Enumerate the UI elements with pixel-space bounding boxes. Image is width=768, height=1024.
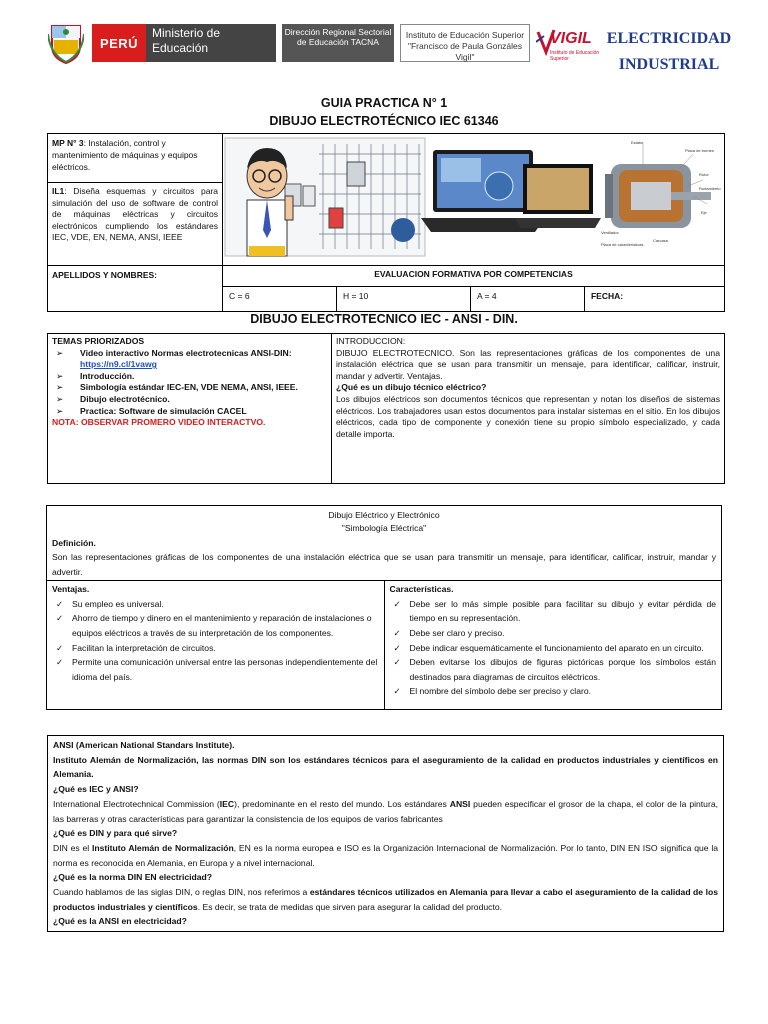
answer-text: International Electrotechnical Commission (: [53, 798, 220, 809]
illustration-cell: [223, 134, 725, 266]
ventajas-cell: [47, 581, 385, 710]
definicion-label: Definición.: [52, 538, 96, 548]
caracteristica-text: El nombre del símbolo debe ser preciso y claro.: [409, 686, 592, 697]
ventaja-text: Facilitan la interpretación de circuitos.: [72, 642, 216, 653]
arrow-bullet-icon: ➢: [56, 370, 64, 381]
score-a: A = 4: [470, 287, 584, 312]
check-icon: ✓: [393, 598, 401, 609]
din-definition: Instituto Alemán de Normalización, las normas DIN son los estándares técnicos para el aseguramiento de la calidad en productos industriales y científicos en Alemania.: [53, 754, 718, 780]
check-icon: ✓: [393, 657, 401, 668]
temas-item-introduccion: Introducción.: [80, 370, 135, 381]
arrow-bullet-icon: ➢: [56, 405, 64, 416]
mp-text: : Instalación, control y mantenimiento de máquinas y equipos eléctricos.: [52, 138, 198, 172]
answer-text: Cuando hablamos de las siglas DIN, o reglas DIN, nos referimos a: [53, 887, 310, 898]
answer-bold: estándares técnicos utilizados en Alemania para llevar a cabo el aseguramiento de la calidad de los productos industriales y científicos: [53, 887, 719, 912]
temas-item: [52, 382, 327, 394]
caracteristica-text: Deben evitarse los dibujos de figuras pictóricas porque los símbolos están destinados para diagramas de circuitos eléctricos.: [409, 657, 716, 682]
motor-label-rodamiento: Rodamiento: [699, 186, 721, 191]
temas-heading: TEMAS PRIORIZADOS: [52, 336, 145, 346]
caracteristicas-cell: [384, 581, 722, 710]
caracteristica-text: Debe ser lo más simple posible para facilitar su dibujo y evitar pérdida de tiempo en su representación.: [409, 598, 716, 624]
vigil-logo-sub: Instituto de Educación Superior: [550, 50, 600, 62]
answer-bold: IEC: [219, 798, 235, 809]
answer-text: , EN es la norma europea e ISO es la Organización Internacional de Normalización. Por lo tanto, DIN EN ISO significa que la norma es reconocida en Alemania, en Europa y a nivel internacional.: [53, 842, 719, 868]
temas-item: [52, 371, 327, 383]
definicion-text: Son las representaciones gráficas de los componentes de una instalación eléctrica que se usan para transmitir un mensaje, para identificar, calificar, instruir, mandar y advertir.: [52, 552, 716, 577]
simbologia-title: [52, 507, 716, 537]
ventaja-text: Ahorro de tiempo y dinero en el mantenimiento y reparación de instalaciones o equipos eléctricos a través de su interpretación de los componentes.: [72, 613, 372, 638]
temas-item-practica: Practica: Software de simulación CACEL: [80, 405, 247, 416]
mp-label: MP N° 3: [52, 138, 84, 148]
temas-item-video: Video interactivo Normas electrotecnicas ANSI-DIN:: [80, 347, 292, 358]
temas-item: [52, 406, 327, 418]
minedu-logo: [92, 24, 276, 62]
fecha-label: FECHA:: [584, 287, 724, 312]
il-text: : Diseña esquemas y circuitos para simulación del uso de software de control de máquinas eléctricas y circuitos electrónicos cumpliendo los estándares IEC, VDE, EN, NEMA, ANSI, IEEE: [52, 186, 218, 243]
ansi-din-box: [47, 735, 724, 932]
temas-cell: [48, 334, 332, 484]
motor-label-placa-caracteristicas: Placa de características: [601, 242, 644, 247]
check-icon: ✓: [393, 686, 401, 697]
peru-label: PERÚ: [92, 24, 146, 62]
check-icon: ✓: [393, 627, 401, 638]
answer-bold: Instituto Alemán de Normalización: [91, 842, 234, 853]
laptop-image-icon: [421, 150, 601, 232]
vigil-logo: [536, 22, 600, 64]
answer-text: ), predominante en el resto del mundo. Los estándares: [234, 798, 450, 809]
ventaja-item: [52, 611, 379, 640]
caracteristica-item: [390, 597, 717, 626]
guia-title: GUIA PRACTICA N° 1: [320, 96, 448, 110]
caracteristica-text: Debe indicar esquemáticamente el funcionamiento del aparato en un circuito.: [409, 642, 704, 653]
section-title: DIBUJO ELECTROTECNICO IEC - ANSI - DIN.: [250, 312, 518, 326]
simbologia-definicion-cell: [47, 506, 722, 581]
question-din-electricidad: ¿Qué es la norma DIN EN electricidad?: [53, 872, 213, 883]
cartoon-teacher-icon: [247, 148, 293, 256]
evaluacion-label: EVALUACION FORMATIVA POR COMPETENCIAS: [223, 266, 725, 287]
arrow-bullet-icon: ➢: [56, 393, 64, 404]
intro-paragraph-1: DIBUJO ELECTROTECNICO. Son las representaciones gráficas de los componentes de una instalación eléctrica que se usan para transmitir un mensaje, para identificar, calificar, instruir, mandar y advertir. Ventajas.: [336, 347, 720, 381]
answer-text: DIN es el: [53, 842, 92, 853]
ventajas-label: Ventajas.: [52, 584, 90, 595]
info-table: [47, 133, 725, 312]
drse-label: Dirección Regional Sectorial de Educación TACNA: [282, 24, 394, 62]
motor-label-placa-bornes: Placa de bornes: [685, 148, 714, 153]
ventaja-item: [52, 655, 379, 684]
intro-question: ¿Qué es un dibujo técnico eléctrico?: [336, 382, 487, 393]
motor-cutaway-icon: [605, 144, 711, 228]
dibujo-title: DIBUJO ELECTROTÉCNICO IEC 61346: [269, 114, 499, 128]
motor-label-ventilador: Ventilador: [601, 230, 619, 235]
caracteristica-item: [390, 641, 717, 656]
check-icon: ✓: [56, 657, 64, 668]
answer-text: pueden especificar el grosor de la chapa, el color de la pintura, las barreras y otras características para garantizar la consistencia de los equipos de varios fabricantes: [53, 798, 718, 824]
answer-bold: ANSI: [449, 798, 471, 809]
ventaja-text: Permite una comunicación universal entre las personas independientemente del idioma del país.: [72, 657, 378, 682]
temas-item-simbologia: Simbología estándar IEC-EN, VDE NEMA, ANSI, IEEE.: [80, 382, 298, 393]
question-iec-ansi: ¿Qué es IEC y ANSI?: [53, 784, 139, 795]
header-logos: [44, 20, 734, 73]
check-icon: ✓: [393, 642, 401, 653]
check-icon: ✓: [56, 598, 64, 609]
caracteristicas-label: Características.: [389, 584, 454, 595]
mp-cell: [48, 134, 223, 183]
simbologia-title-line1: Dibujo Eléctrico y Electrónico: [328, 510, 440, 520]
il-label: IL1: [52, 186, 65, 197]
check-icon: ✓: [56, 642, 64, 653]
simbologia-title-line2: "Simbología Eléctrica": [341, 523, 427, 533]
ventaja-item: [52, 641, 379, 656]
caracteristica-item: [390, 684, 717, 699]
simbologia-table: [46, 505, 722, 710]
ventaja-item: [52, 597, 379, 612]
illustration-images: [223, 134, 723, 263]
question-din: ¿Qué es DIN y para qué sirve?: [53, 828, 178, 839]
answer-din-electricidad: [53, 885, 718, 914]
caracteristica-item: [390, 655, 717, 684]
nota-warning: NOTA: OBSERVAR PROMERO VIDEO INTERACTVO.: [52, 417, 266, 428]
question-ansi-electricidad: ¿Qué es la ANSI en electricidad?: [53, 916, 187, 927]
answer-text: . Es decir, se trata de medidas que sirven para asegurar la calidad del producto.: [197, 901, 503, 912]
intro-heading: INTRODUCCION:: [336, 336, 406, 346]
motor-label-estator: Estator: [631, 140, 644, 145]
apellidos-label: APELLIDOS Y NOMBRES:: [48, 266, 223, 312]
arrow-bullet-icon: ➢: [56, 347, 64, 358]
check-icon: ✓: [56, 613, 64, 624]
il-cell: [48, 183, 223, 266]
caracteristica-item: [390, 626, 717, 641]
video-link[interactable]: https://n9.cl/1vawg: [80, 359, 157, 370]
motor-label-eje: Eje: [701, 210, 707, 215]
arrow-bullet-icon: ➢: [56, 382, 64, 393]
motor-label-rotor: Rotor: [699, 172, 709, 177]
score-c: C = 6: [223, 287, 337, 312]
ministerio-label: Ministerio de Educación: [146, 24, 276, 62]
peru-coat-of-arms-icon: [48, 24, 84, 64]
ansi-heading: ANSI (American National Standars Institute).: [53, 740, 235, 750]
answer-iec-ansi: [53, 797, 718, 826]
caracteristica-text: Debe ser claro y preciso.: [409, 627, 505, 638]
temas-intro-table: [47, 333, 725, 484]
temas-item-dibujo: Dibujo electrotécnico.: [80, 393, 170, 404]
ventaja-text: Su empleo es universal.: [72, 598, 164, 609]
answer-din: [53, 841, 718, 870]
temas-item: [52, 394, 327, 406]
score-h: H = 10: [336, 287, 470, 312]
motor-label-carcasa: Carcasa: [653, 238, 668, 243]
vigil-logo-text: VIGIL: [550, 30, 592, 47]
program-title: ELECTRICIDAD INDUSTRIAL: [606, 30, 732, 73]
intro-paragraph-2: Los dibujos eléctricos son documentos técnicos que representan y notan los diseños de sistemas eléctricos. Los trabajadores usan estos documentos para instalar sistemas en el sitio. En los dibujos eléctricos, cada tipo de componente y conexión tiene su propio símbolo especializado, y cada detalle importa.: [336, 393, 720, 439]
intro-cell: [332, 334, 725, 484]
temas-item: [52, 348, 327, 371]
iesp-label: Instituto de Educación Superior "Francisco de Paula Gonzáles Vigil": [400, 24, 530, 62]
